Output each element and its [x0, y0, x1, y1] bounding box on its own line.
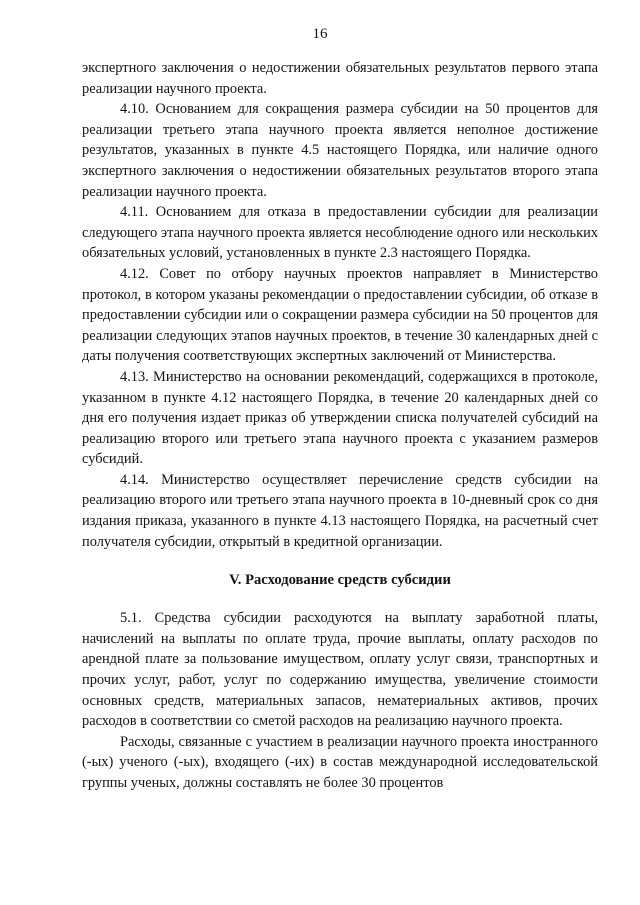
paragraph-continuation: экспертного заключения о недостижении обязательных результатов первого этапа реализации научного проекта.: [82, 60, 598, 97]
paragraph-4-12: 4.12. Совет по отбору научных проектов направляет в Министерство протокол, в котором указаны рекомендации о предоставлении субсидии, об отказе в предоставлении субсидии или о сокращении размера субсидии на 50 процентов для реализации следующих этапов научных проектов, в течение 30 календарных дней с даты получения соответствующих экспертных заключений от Министерства.: [82, 265, 598, 365]
section-heading: V. Расходование средств субсидии: [229, 572, 451, 589]
paragraph-4-13: 4.13. Министерство на основании рекомендаций, содержащихся в протоколе, указанном в пункте 4.12 настоящего Порядка, в течение 20 календарных дней со дня его получения издает приказ об утверждении списка получателей субсидий на реализацию второго или третьего этапа научного проекта с указанием размеров субсидий.: [82, 368, 598, 468]
document-body: [82, 58, 598, 794]
paragraph-5-1: 5.1. Средства субсидии расходуются на выплату заработной платы, начислений на выплаты по оплате труда, прочие выплаты, оплату расходов по арендной плате за пользование имуществом, оплату услуг связи, транспортных и прочих услуг, работ, услуг по содержанию имущества, увеличение стоимости основных средств, материальных запасов, нематериальных активов, прочих расходов в соответствии со сметой расходов на реализацию научного проекта.: [82, 610, 598, 730]
paragraph-4-10: 4.10. Основанием для сокращения размера субсидии на 50 процентов для реализации третьего этапа научного проекта является неполное достижение результатов, указанных в пункте 4.5 настоящего Порядка, или наличие одного экспертного заключения о недостижении обязательных результатов второго этапа реализации научного проекта.: [82, 101, 598, 200]
heading-spacer-top: [82, 552, 598, 570]
paragraph-expenses: Расходы, связанные с участием в реализации научного проекта иностранного (-ых) ученого (-ых), входящего (-их) в состав международной исследовательской группы ученых, должны составлять не более 30 процентов: [82, 733, 598, 791]
heading-spacer-bottom: [82, 590, 598, 608]
paragraph-4-11: 4.11. Основанием для отказа в предоставлении субсидии для реализации следующего этапа научного проекта является несоблюдение одного или нескольких обязательных условий, установленных в пункте 2.3 настоящего Порядка.: [82, 204, 598, 262]
paragraph-4-14: 4.14. Министерство осуществляет перечисление средств субсидии на реализацию второго или третьего этапа научного проекта в 10-дневный срок со дня издания приказа, указанного в пункте 4.13 настоящего Порядка, на расчетный счет получателя субсидии, открытый в кредитной организации.: [82, 471, 598, 550]
page-number: 16: [312, 26, 328, 42]
